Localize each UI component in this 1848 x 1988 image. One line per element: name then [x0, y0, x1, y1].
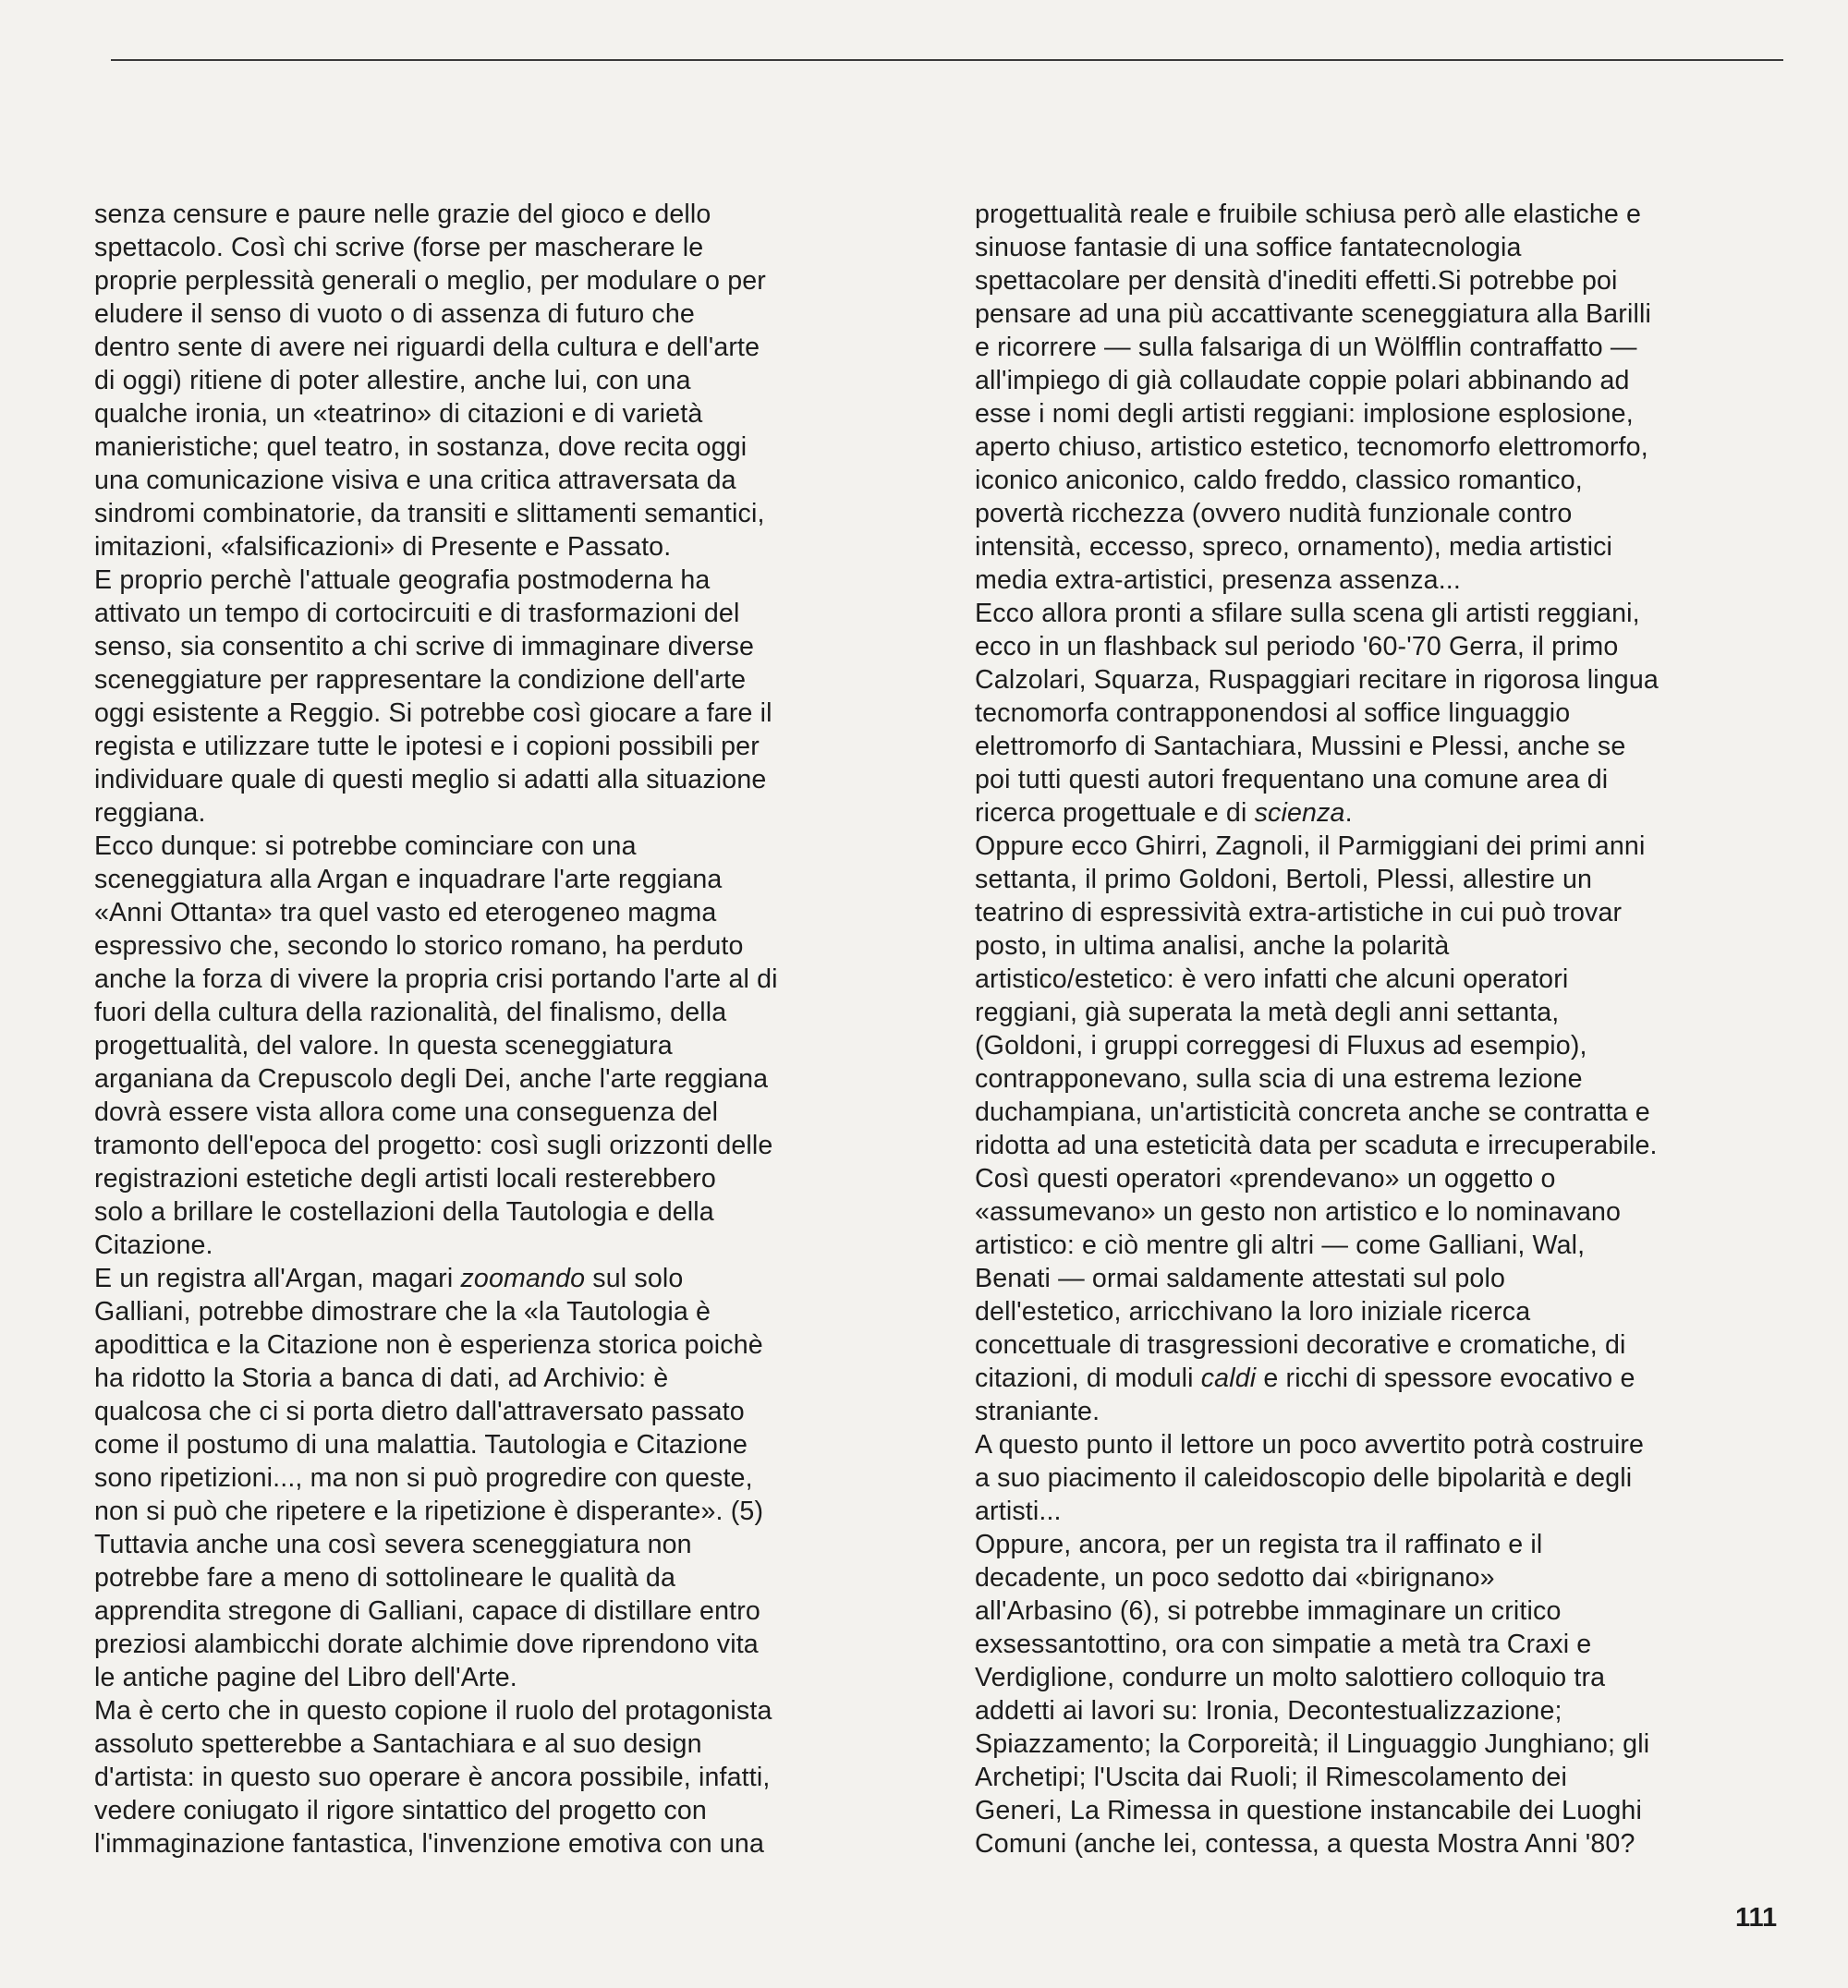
text-segment: tecnomorfa contrapponendosi al soffice linguaggio [975, 698, 1571, 728]
text-line [94, 863, 907, 896]
italic-text: caldi [1200, 1364, 1257, 1393]
text-segment: imitazioni, «falsificazioni» di Presente e Passato. [94, 532, 672, 562]
text-line [975, 1661, 1788, 1694]
header-rule [111, 59, 1783, 61]
text-line [975, 663, 1788, 697]
text-line [94, 530, 907, 564]
text-segment: «Anni Ottanta» tra quel vasto ed eterogeneo magma [94, 898, 717, 927]
text-segment: Ma è certo che in questo copione il ruolo del protagonista [94, 1696, 772, 1726]
text-line [94, 730, 907, 763]
text-segment: posto, in ultima analisi, anche la polarità [975, 931, 1450, 961]
text-segment: eludere il senso di vuoto o di assenza di futuro che [94, 299, 695, 329]
text-line [975, 464, 1788, 497]
text-segment: sceneggiatura alla Argan e inquadrare l'arte reggiana [94, 865, 723, 894]
text-segment: anche la forza di vivere la propria crisi portando l'arte al di [94, 964, 778, 994]
text-line [94, 963, 907, 996]
text-segment: attivato un tempo di cortocircuiti e di trasformazioni del [94, 599, 740, 628]
text-line [975, 1362, 1788, 1395]
text-line [94, 1362, 907, 1395]
text-segment: assoluto spetterebbe a Santachiara e al suo design [94, 1729, 702, 1759]
text-line [975, 497, 1788, 530]
text-segment: Tuttavia anche una così severa sceneggiatura non [94, 1530, 692, 1559]
text-line [975, 1195, 1788, 1229]
text-segment: individuare quale di questi meglio si adatti alla situazione [94, 765, 767, 794]
text-line [975, 996, 1788, 1029]
text-line [94, 663, 907, 697]
text-line [94, 1727, 907, 1761]
text-segment: reggiani, già superata la metà degli anni settanta, [975, 998, 1560, 1027]
text-line [975, 1495, 1788, 1528]
text-segment: Ecco dunque: si potrebbe cominciare con una [94, 831, 637, 861]
text-line [94, 1162, 907, 1195]
text-line [94, 1395, 907, 1428]
text-line [975, 1328, 1788, 1362]
text-segment: addetti ai lavori su: Ironia, Decontestualizzazione; [975, 1696, 1562, 1726]
text-segment: Verdiglione, condurre un molto salottiero colloquio tra [975, 1663, 1606, 1692]
text-line [94, 464, 907, 497]
left-column [94, 198, 907, 1861]
text-line [975, 1794, 1788, 1827]
text-segment: Calzolari, Squarza, Ruspaggiari recitare in rigorosa lingua [975, 665, 1659, 695]
text-segment: . [1344, 798, 1353, 828]
text-segment: apodittica e la Citazione non è esperienza storica poichè [94, 1330, 763, 1360]
text-line [975, 1761, 1788, 1794]
text-line [975, 198, 1788, 231]
text-line [94, 1295, 907, 1328]
text-line [94, 1029, 907, 1062]
text-segment: artisti... [975, 1497, 1062, 1526]
text-line [94, 430, 907, 464]
text-line [975, 1428, 1788, 1461]
text-line [94, 1594, 907, 1628]
text-line [94, 1628, 907, 1661]
text-segment: di oggi) ritiene di poter allestire, anche lui, con una [94, 366, 691, 395]
text-line [94, 1495, 907, 1528]
text-segment: sceneggiature per rappresentare la condizione dell'arte [94, 665, 747, 695]
text-segment: E proprio perchè l'attuale geografia postmoderna ha [94, 565, 711, 595]
text-line [975, 1162, 1788, 1195]
text-line [94, 1428, 907, 1461]
text-segment: tramonto dell'epoca del progetto: così sugli orizzonti delle [94, 1131, 773, 1160]
text-line [94, 264, 907, 297]
text-segment: progettualità reale e fruibile schiusa però alle elastiche e [975, 200, 1642, 229]
text-segment: Oppure, ancora, per un regista tra il raffinato e il [975, 1530, 1543, 1559]
text-line [975, 963, 1788, 996]
right-column [975, 198, 1788, 1861]
text-line [975, 1262, 1788, 1295]
text-line [975, 1628, 1788, 1661]
text-segment: reggiana. [94, 798, 206, 828]
text-line [975, 430, 1788, 464]
text-segment: senza censure e paure nelle grazie del gioco e dello [94, 200, 711, 229]
text-line [975, 564, 1788, 597]
text-line [975, 896, 1788, 929]
text-segment: qualche ironia, un «teatrino» di citazioni e di varietà [94, 399, 703, 429]
text-segment: E un registra all'Argan, magari [94, 1264, 461, 1293]
text-segment: espressivo che, secondo lo storico romano, ha perduto [94, 931, 744, 961]
text-segment: esse i nomi degli artisti reggiani: implosione esplosione, [975, 399, 1634, 429]
italic-text: zoomando [460, 1264, 586, 1293]
text-segment: pensare ad una più accattivante sceneggiatura alla Barilli [975, 299, 1651, 329]
text-line [94, 397, 907, 430]
text-line [94, 331, 907, 364]
text-segment: Ecco allora pronti a sfilare sulla scena gli artisti reggiani, [975, 599, 1640, 628]
text-segment: spettacolare per densità d'inediti effetti.Si potrebbe poi [975, 266, 1618, 296]
text-line [94, 697, 907, 730]
text-line [94, 630, 907, 663]
text-line [975, 830, 1788, 863]
text-line [975, 397, 1788, 430]
text-segment: ecco in un flashback sul periodo '60-'70 Gerra, il primo [975, 632, 1619, 661]
text-line [975, 630, 1788, 663]
text-line [975, 730, 1788, 763]
text-segment: regista e utilizzare tutte le ipotesi e i copioni possibili per [94, 732, 760, 761]
text-segment: dovrà essere vista allora come una conseguenza del [94, 1097, 719, 1127]
text-line [94, 830, 907, 863]
text-line [975, 364, 1788, 397]
text-line [975, 863, 1788, 896]
text-segment: Così questi operatori «prendevano» un oggetto o [975, 1164, 1556, 1194]
text-segment: proprie perplessità generali o meglio, per modulare o per [94, 266, 766, 296]
text-segment: ridotta ad una esteticità data per scaduta e irrecuperabile. [975, 1131, 1658, 1160]
text-segment: artistico/estetico: è vero infatti che alcuni operatori [975, 964, 1569, 994]
text-line [975, 1029, 1788, 1062]
text-segment: Benati — ormai saldamente attestati sul polo [975, 1264, 1506, 1293]
text-segment: Comuni (anche lei, contessa, a questa Mostra Anni '80? [975, 1829, 1635, 1859]
text-line [94, 1761, 907, 1794]
text-line [94, 497, 907, 530]
text-segment: preziosi alambicchi dorate alchimie dove riprendono vita [94, 1630, 759, 1659]
text-segment: Generi, La Rimessa in questione instancabile dei Luoghi [975, 1796, 1642, 1825]
text-segment: all'Arbasino (6), si potrebbe immaginare un critico [975, 1596, 1562, 1626]
text-line [94, 364, 907, 397]
text-segment: iconico aniconico, caldo freddo, classico romantico, [975, 466, 1583, 495]
text-segment: l'immaginazione fantastica, l'invenzione emotiva con una [94, 1829, 765, 1859]
text-line [975, 1727, 1788, 1761]
text-segment: A questo punto il lettore un poco avvertito potrà costruire [975, 1430, 1645, 1460]
text-segment: vedere coniugato il rigore sintattico del progetto con [94, 1796, 707, 1825]
text-line [975, 530, 1788, 564]
text-line [975, 1395, 1788, 1428]
text-segment: spettacolo. Così chi scrive (forse per mascherare le [94, 233, 704, 262]
text-line [975, 331, 1788, 364]
text-segment: sinuose fantasie di una soffice fantatecnologia [975, 233, 1522, 262]
text-segment: Galliani, potrebbe dimostrare che la «la Tautologia è [94, 1297, 711, 1327]
text-segment: non si può che ripetere e la ripetizione è disperante». (5) [94, 1497, 764, 1526]
text-segment: straniante. [975, 1397, 1100, 1426]
text-line [94, 996, 907, 1029]
text-line [975, 1594, 1788, 1628]
text-segment: d'artista: in questo suo operare è ancora possibile, infatti, [94, 1763, 771, 1792]
text-segment: «assumevano» un gesto non artistico e lo nominavano [975, 1197, 1622, 1227]
text-segment: all'impiego di già collaudate coppie polari abbinando ad [975, 366, 1630, 395]
text-segment: ricerca progettuale e di [975, 798, 1255, 828]
text-segment: manieristiche; quel teatro, in sostanza, dove recita oggi [94, 432, 748, 462]
text-segment: e ricorrere — sulla falsariga di un Wölfflin contraffatto — [975, 333, 1637, 362]
text-line [975, 1295, 1788, 1328]
text-segment: settanta, il primo Goldoni, Bertoli, Plessi, allestire un [975, 865, 1593, 894]
text-segment: teatrino di espressività extra-artistiche in cui può trovar [975, 898, 1623, 927]
text-line [975, 1062, 1788, 1096]
text-segment: una comunicazione visiva e una critica attraversata da [94, 466, 736, 495]
text-segment: oggi esistente a Reggio. Si potrebbe così giocare a fare il [94, 698, 772, 728]
text-segment: Oppure ecco Ghirri, Zagnoli, il Parmiggiani dei primi anni [975, 831, 1646, 861]
text-line [94, 1561, 907, 1594]
text-line [975, 231, 1788, 264]
text-line [94, 198, 907, 231]
text-line [94, 1528, 907, 1561]
text-segment: come il postumo di una malattia. Tautologia e Citazione [94, 1430, 748, 1460]
text-line [94, 1661, 907, 1694]
text-segment: dentro sente di avere nei riguardi della cultura e dell'arte [94, 333, 760, 362]
text-segment: ha ridotto la Storia a banca di dati, ad Archivio: è [94, 1364, 669, 1393]
text-segment: media extra-artistici, presenza assenza... [975, 565, 1461, 595]
text-line [94, 929, 907, 963]
text-segment: decadente, un poco sedotto dai «birignano» [975, 1563, 1495, 1593]
text-line [975, 264, 1788, 297]
text-line [94, 1229, 907, 1262]
text-line [94, 1195, 907, 1229]
text-segment: Citazione. [94, 1230, 213, 1260]
text-segment: progettualità, del valore. In questa sceneggiatura [94, 1031, 673, 1061]
text-line [975, 929, 1788, 963]
text-line [94, 1062, 907, 1096]
text-line [94, 1129, 907, 1162]
text-segment: (Goldoni, i gruppi correggesi di Fluxus ad esempio), [975, 1031, 1587, 1061]
text-segment: qualcosa che ci si porta dietro dall'attraversato passato [94, 1397, 745, 1426]
text-segment: povertà ricchezza (ovvero nudità funzionale contro [975, 499, 1573, 528]
text-segment: Archetipi; l'Uscita dai Ruoli; il Rimescolamento dei [975, 1763, 1567, 1792]
text-segment: dell'estetico, arricchivano la loro iniziale ricerca [975, 1297, 1531, 1327]
text-segment: concettuale di trasgressioni decorative e cromatiche, di [975, 1330, 1626, 1360]
text-line [975, 1129, 1788, 1162]
text-segment: elettromorfo di Santachiara, Mussini e Plessi, anche se [975, 732, 1626, 761]
text-segment: aperto chiuso, artistico estetico, tecnomorfo elettromorfo, [975, 432, 1648, 462]
italic-text: scienza [1254, 798, 1345, 828]
text-segment: sono ripetizioni..., ma non si può progredire con queste, [94, 1463, 753, 1493]
text-line [94, 1461, 907, 1495]
text-segment: a suo piacimento il caleidoscopio delle bipolarità e degli [975, 1463, 1633, 1493]
text-segment: citazioni, di moduli [975, 1364, 1201, 1393]
text-line [94, 231, 907, 264]
text-segment: intensità, eccesso, spreco, ornamento), media artistici [975, 532, 1613, 562]
text-segment: potrebbe fare a meno di sottolineare le qualità da [94, 1563, 676, 1593]
text-segment: artistico: e ciò mentre gli altri — come Galliani, Wal, [975, 1230, 1586, 1260]
text-segment: Spiazzamento; la Corporeità; il Linguaggio Junghiano; gli [975, 1729, 1650, 1759]
page-number: 111 [1735, 1903, 1778, 1933]
text-segment: apprendita stregone di Galliani, capace di distillare entro [94, 1596, 760, 1626]
text-line [975, 597, 1788, 630]
text-line [94, 1328, 907, 1362]
text-line [94, 564, 907, 597]
text-segment: poi tutti questi autori frequentano una comune area di [975, 765, 1609, 794]
text-segment: e ricchi di spessore evocativo e [1256, 1364, 1635, 1393]
text-line [94, 1827, 907, 1861]
text-line [975, 1229, 1788, 1262]
text-segment: arganiana da Crepuscolo degli Dei, anche l'arte reggiana [94, 1064, 769, 1094]
text-line [975, 1528, 1788, 1561]
text-line [975, 697, 1788, 730]
text-segment: sul solo [585, 1264, 684, 1293]
text-line [975, 796, 1788, 830]
text-line [975, 1561, 1788, 1594]
text-segment: le antiche pagine del Libro dell'Arte. [94, 1663, 517, 1692]
text-line [975, 763, 1788, 796]
text-line [975, 1461, 1788, 1495]
text-segment: contrapponevano, sulla scia di una estrema lezione [975, 1064, 1583, 1094]
text-segment: senso, sia consentito a chi scrive di immaginare diverse [94, 632, 755, 661]
text-line [975, 1694, 1788, 1727]
text-line [94, 1794, 907, 1827]
text-segment: sindromi combinatorie, da transiti e slittamenti semantici, [94, 499, 765, 528]
text-segment: fuori della cultura della razionalità, del finalismo, della [94, 998, 727, 1027]
text-line [94, 896, 907, 929]
text-line [975, 297, 1788, 331]
text-line [975, 1096, 1788, 1129]
text-segment: duchampiana, un'artisticità concreta anche se contratta e [975, 1097, 1650, 1127]
text-line [94, 1096, 907, 1129]
text-line [94, 796, 907, 830]
text-line [94, 763, 907, 796]
text-line [94, 297, 907, 331]
text-line [94, 1694, 907, 1727]
text-segment: exsessantottino, ora con simpatie a metà tra Craxi e [975, 1630, 1592, 1659]
text-line [94, 597, 907, 630]
text-segment: registrazioni estetiche degli artisti locali resterebbero [94, 1164, 716, 1194]
text-line [94, 1262, 907, 1295]
text-line [975, 1827, 1788, 1861]
text-segment: solo a brillare le costellazioni della Tautologia e della [94, 1197, 714, 1227]
